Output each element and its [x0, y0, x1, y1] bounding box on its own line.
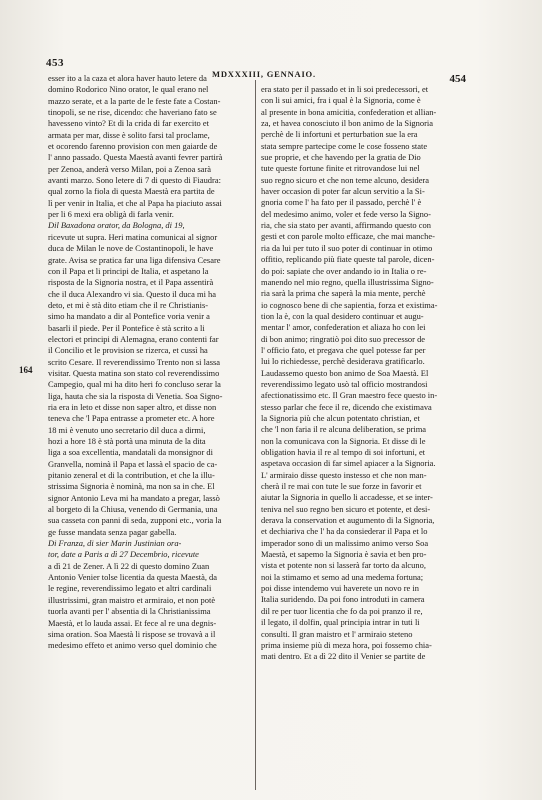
text-line: et ocorendo farenno provision con men gaiarde de: [48, 141, 218, 152]
text-line: qual zorno la fiola di questa Maestà era partita de: [48, 186, 215, 197]
text-line: risposta de la Signoria nostra, et il Papa assentirà: [48, 277, 214, 288]
text-line: lì per venir in Italia, et che al Papa ha piaciuto assai: [48, 197, 222, 208]
text-line: gnoria come l' ha fato per il passado, perchè l' è: [261, 197, 422, 208]
text-line: al presente in bona amicitia, confederation et allian-: [261, 106, 437, 117]
text-line: Maestà, et lo lauda assai. Et fece al re una degnis-: [48, 617, 217, 628]
text-line: non la comunicava con la Signoria. Et disse di le: [261, 435, 426, 446]
text-line: haver occasion di poter far alcun servitio a la Si-: [261, 186, 425, 197]
text-line: noi la stimamo et semo ad una medema fortuna;: [261, 571, 424, 582]
text-line: strissima Signoria è nominà, ma non sa in che. El: [48, 481, 215, 492]
margin-column-number: 164: [19, 365, 33, 375]
text-line: che il duca Alexandro vi sia. Questo il duca mi ha: [48, 288, 216, 299]
text-line: L' armiraio disse questo instesso et che non man-: [261, 469, 427, 480]
text-line: Di Franza, di sier Marin Justinian ora-: [48, 538, 182, 549]
text-line: tuorla avanti per l' absentia di la Christianissima: [48, 606, 211, 617]
text-line: imperador sono di un malissimo animo verso Soa: [261, 537, 429, 548]
text-line: za, et havea conosciuto il bon animo de la Signoria: [261, 118, 433, 129]
text-line: il Concilio et le provision se rizerca, et cussì ha: [48, 345, 208, 356]
text-line: tion la è, con la qual desidero continuar et augu-: [261, 310, 424, 321]
text-line: Laudassemo questo bon animo de Soa Maestà. El: [261, 367, 429, 378]
right-text-column: [261, 84, 472, 663]
text-line: sua casseta con panni di seda, zupponi etc., voria la: [48, 515, 222, 526]
text-line: del medesimo animo, voler et fede verso la Signo-: [261, 208, 431, 219]
text-line: Italia suridendo. Da poi fono introduti in camera: [261, 594, 425, 605]
text-line: hozi a hore 18 è stà portà una minuta de la dita: [48, 436, 206, 446]
text-line: mentar l' amor, confederation et aliaza ho con lei: [261, 322, 426, 333]
text-line: stata sempre partecipe come le cose fosseno state: [261, 140, 428, 151]
text-line: sima oration. Soa Maestà li rispose se trovavà a il: [48, 628, 216, 639]
text-line: obligation havia il re al tempo di soi infortuni, et: [261, 447, 426, 457]
text-line: reverendissimo legato usò tal officio mostrandosi: [261, 378, 428, 389]
text-line: consulti. Il gran maistro et l' armiraio steteno: [261, 628, 413, 639]
text-line: Dil Baxadona orator, da Bologna, di 19,: [48, 220, 185, 231]
text-line: ria, che sia stato per avanti, affirmando questo con: [261, 220, 431, 231]
text-line: esser ito a la caza et alora haver hauto letere da: [48, 73, 207, 83]
page-number-right: 454: [449, 73, 466, 85]
text-line: stesso parlar che fece il re, dicendo che existimava: [261, 401, 432, 412]
text-line: liga, hauta che sia la risposta di Venetia. Soa Signo-: [48, 390, 223, 401]
text-line: ria era in leto et disse non saper altro, et disse non: [48, 401, 217, 412]
text-line: poi disse intendemo vui haverete un novo re in: [261, 583, 419, 594]
text-line: con li sui amici, fra i qual è la Signoria, come è: [261, 95, 421, 106]
text-line: con il Papa et li principi de Italia, et aspetano la: [48, 265, 209, 276]
text-line: cherà il re mai con tute le sue forze in favorir et: [261, 481, 422, 492]
text-line: manendo nel mio regno, quella illustrissima Signo-: [261, 276, 434, 287]
text-line: perchè de li infortuni et perturbation sue la era: [261, 129, 418, 140]
text-line: signor Antonio Leva mi ha mandato a pregar, lassò: [48, 492, 220, 503]
text-line: il legato, il dolfin, qual principia intrar in tuti li: [261, 617, 420, 628]
text-line: l' anno passado. Questa Maestà avanti fevrer partirà: [48, 152, 223, 163]
text-line: tinopoli, se ne rise, dicendo: che haveriano fato se: [48, 107, 217, 118]
text-line: Antonio Venier tolse licentia da questa Maestà, da: [48, 572, 218, 583]
column-divider: [255, 80, 256, 790]
text-line: deto, et mi è stà dito etiam che il re Christianis-: [48, 299, 209, 310]
text-line: le regine, reverendissimo legato et altri cardinali: [48, 583, 212, 594]
text-line: Granvella, nominà il Papa et lassà el spacio de ca-: [48, 458, 218, 469]
text-line: Campegio, qual mi ha dito heri fo concluso serar la: [48, 379, 221, 390]
text-line: electori et principi di Alemagna, erano contenti far: [48, 333, 219, 344]
text-line: per Zenoa, anderà verso Milan, poi a Zenoa sarà: [48, 163, 212, 174]
text-line: ria da lui per tuto il suo poter di continuar in otimo: [261, 242, 433, 253]
running-head: MDXXXIII, GENNAIO.: [212, 69, 316, 79]
text-line: et dechiariva che l' ha da consiederar il Papa et lo: [261, 526, 428, 537]
text-line: grate. Avisa se pratica far una liga difensiva Cesare: [48, 254, 221, 265]
text-line: illustrissimi, gran maistro et armiraio, et non potè: [48, 594, 216, 605]
text-line: Maestà, et sapemo la Signoria è savia et ben pro-: [261, 549, 427, 560]
text-line: teneva che 'l Papa entrasse a prometer etc. A hore: [48, 413, 215, 424]
text-line: domino Rodorico Nino orator, le qual erano nel: [48, 84, 209, 95]
text-line: offitio, replicando più fiate queste tal parole, dicen-: [261, 254, 435, 265]
text-line: di bon animo; ringratiò poi dito suo precessor de: [261, 333, 426, 344]
text-line: aiutar la Signoria in quello li accadesse, et se inter-: [261, 492, 433, 503]
text-line: havesseno vinto? Et di la crida di far exercito et: [48, 118, 209, 129]
text-line: che 'l non faria il re alcuna deliberation, se prima: [261, 424, 427, 435]
text-line: io cognosco bene di che sapientia, forza et existima-: [261, 299, 438, 310]
text-line: visitar. Questa matina son stato col reverendissimo: [48, 367, 220, 378]
text-line: armata per mar, disse è solito farsi tal proclame,: [48, 129, 210, 140]
text-line: do poi: sapiate che over andando io in Italia o re-: [261, 265, 427, 276]
text-line: la Signoria più che alcun potentato christian, et: [261, 412, 420, 423]
text-line: prima insieme più di meza hora, poi fossemo chia-: [261, 639, 432, 650]
page-number-left: 453: [46, 57, 64, 69]
text-line: scrito Cesare. Il reverendissimo Trento non si lassa: [48, 356, 221, 367]
text-line: tute queste fortune finite et ritrovandose lui nel: [261, 163, 420, 174]
text-line: ria sarà la prima che saperà la mia mente, perchè: [261, 288, 426, 299]
text-line: suo regno sicuro et che non teme alcuno, desidera: [261, 174, 429, 185]
text-line: ricevute ut supra. Heri matina comunicai al signor: [48, 231, 218, 242]
text-line: duca de Milan le nove de Costantinopoli, le have: [48, 243, 214, 254]
text-line: al borgeto di la Chiusa, venendo di Germania, una: [48, 504, 218, 515]
text-line: per li 6 mexi era obligà di farla venir.: [48, 209, 174, 220]
text-line: teniva nel suo regno ben sicuro et potente, et desi-: [261, 503, 431, 514]
text-line: l' officio fato, et pregava che quel potesse far per: [261, 344, 426, 355]
text-line: sue proprie, et che havendo per la gratia de Dio: [261, 152, 421, 163]
text-line: ge fusse mandata senza pagar gabella.: [48, 526, 177, 537]
text-line: lui lo richiedesse, perchè desiderava gratificarlo.: [261, 356, 425, 367]
text-line: simo ha mandato a dir al Pontefice voria venir a: [48, 311, 210, 322]
text-line: mati dentro. Et a dì 22 dito il Venier se partite de: [261, 651, 426, 662]
text-line: medesimo effeto et animo verso quel dominio che: [48, 640, 217, 651]
text-line: mazzo serate, et a la parte de le feste fate a Costan-: [48, 95, 221, 106]
text-line: basarli il piede. Per il Pontefice è stà scrito a li: [48, 322, 205, 333]
text-line: era stato per il passado et in li soi predecessori, et: [261, 84, 429, 94]
left-text-column: [48, 73, 260, 652]
text-line: 18 mi è venuto uno secretario dil duca a dirmi,: [48, 424, 206, 435]
text-line: afectionatissimo etc. Il Gran maestro fece questo in-: [261, 390, 438, 401]
text-line: dil re per tuor licentia che fo da poi pranzo il re,: [261, 605, 423, 616]
text-line: vista et potente non si lasserà far torto da alcuno,: [261, 560, 426, 571]
text-line: a dì 21 de Zener. A lì 22 di questo domino Zuan: [48, 560, 210, 571]
text-line: liga a soa excellentia, mandatali da monsignor di: [48, 447, 213, 458]
text-line: gesti et con parole molto efficaze, che mai manche-: [261, 231, 435, 242]
text-line: derava la conservation et augumento di la Signoria,: [261, 515, 435, 526]
text-line: tor, date a Paris a dì 27 Decembrio, ricevute: [48, 549, 199, 560]
text-line: avanti marzo. Sono letere di 7 di questo di Fiaudra:: [48, 175, 221, 186]
text-line: aspetava occasion di far simel apiacer a la Signoria.: [261, 458, 436, 469]
text-line: pitanio zeneral et di la contribution, et che la illu-: [48, 470, 215, 481]
